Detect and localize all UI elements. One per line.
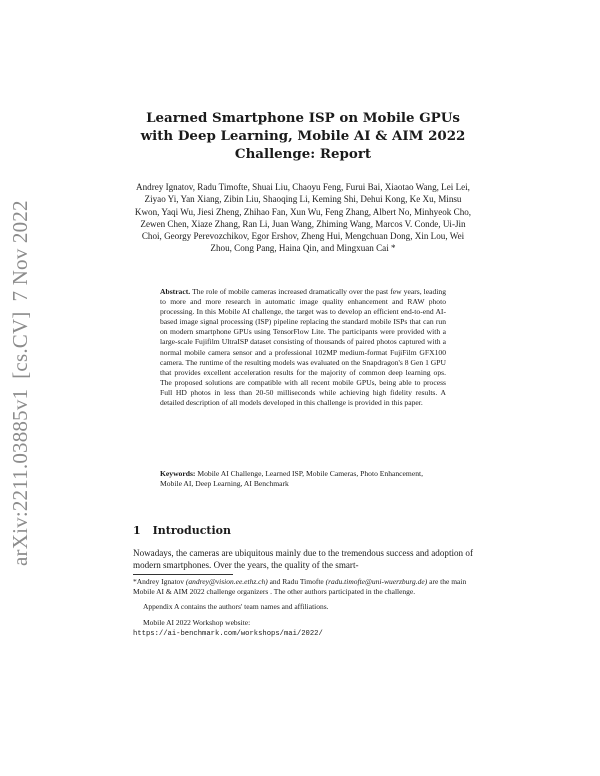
abstract-text: The role of mobile cameras increased dramatically over the past few years, leading to more and more research in automatic image quality enhancement and RAW photo processing. In this Mobile AI challenge, the target was to develop an efficient end-to-end AI-based image signal processing (ISP) pipeline replacing the standard mobile ISPs that can run on modern smartphone GPUs using TensorFlow Lite. The participants were provided with a large-scale Fujifilm UltraISP dataset consisting of thousands of paired photos captured with a normal mobile camera sensor and a professional 102MP medium-format FujiFilm GFX100 camera. The runtime of the resulting models was evaluated on the Snapdragon's 8 Gen 1 GPU that provides excellent acceleration results for the majority of common deep learning ops. The proposed solutions are compatible with all recent mobile GPUs, being able to process Full HD photos in less than 20-50 milliseconds while achieving high fidelity results. A detailed description of all models developed in this challenge is provided in this paper. bbox=[160, 287, 446, 408]
arxiv-id: arXiv:2211.03885v1 bbox=[8, 388, 32, 566]
footnote-text-mid: and Radu Timofte bbox=[267, 577, 326, 586]
footnote-appendix: Appendix A contains the authors' team names and affiliations. bbox=[143, 602, 329, 612]
arxiv-date: 7 Nov 2022 bbox=[8, 200, 32, 302]
author-list: Andrey Ignatov, Radu Timofte, Shuai Liu, Chaoyu Feng, Furui Bai, Xiaotao Wang, Lei Lei, Ziyao Yi, Yan Xiang, Zibin Liu, Shaoqing Li, Keming Shi, Dehui Kong, Ke Xu, Minsu Kwon, Yaqi Wu, Jiesi Zheng, Zhihao Fan, Xun Wu, Feng Zhang, Albert No, Minhyeok Cho, Zewen Chen, Xiaze Zhang, Ran Li, Juan Wang, Zhiming Wang, Marcos V. Conde, Ui-Jin Choi, Georgy Perevozchikov, Egor Ershov, Zheng Hui, Mengchuan Dong, Xin Lou, Wei Zhou, Cong Pang, Haina Qin, and Mingxuan Cai * bbox=[134, 182, 472, 254]
footnote-text-end: are the main Mobile AI & AIM 2022 challenge organizers . The other authors participated in the challenge. bbox=[133, 577, 467, 597]
keywords-label: Keywords: bbox=[160, 469, 196, 478]
footnote-divider bbox=[133, 574, 233, 575]
abstract bbox=[160, 287, 446, 408]
email-timofte[interactable]: (radu.timofte@uni-wuerzburg.de) bbox=[325, 577, 428, 586]
keywords-text: Mobile AI Challenge, Learned ISP, Mobile Cameras, Photo Enhancement, Mobile AI, Deep Learning, AI Benchmark bbox=[160, 469, 423, 489]
abstract-label: Abstract. bbox=[160, 287, 191, 296]
keywords bbox=[160, 469, 446, 489]
footnote-website-label: Mobile AI 2022 Workshop website: bbox=[143, 617, 251, 627]
footnote-text-start: *Andrey Ignatov bbox=[133, 577, 186, 586]
footnotes bbox=[133, 577, 473, 639]
footnote-website bbox=[133, 618, 473, 639]
section-heading bbox=[133, 524, 231, 537]
section-number: 1 bbox=[133, 524, 141, 537]
section-title: Introduction bbox=[152, 524, 231, 537]
arxiv-identifier-stamp bbox=[8, 190, 33, 566]
footnote-organizers bbox=[133, 577, 473, 597]
paper-title: Learned Smartphone ISP on Mobile GPUs with Deep Learning, Mobile AI & AIM 2022 Challenge: Report bbox=[140, 110, 466, 162]
email-ignatov[interactable]: (andrey@vision.ee.ethz.ch) bbox=[185, 577, 268, 586]
workshop-url-link[interactable]: https://ai-benchmark.com/workshops/mai/2022/ bbox=[133, 629, 323, 638]
intro-paragraph: Nowadays, the cameras are ubiquitous mainly due to the tremendous success and adoption of modern smartphones. Over the years, the quality of the smart- bbox=[133, 548, 473, 571]
arxiv-category: [cs.CV] bbox=[8, 311, 32, 379]
